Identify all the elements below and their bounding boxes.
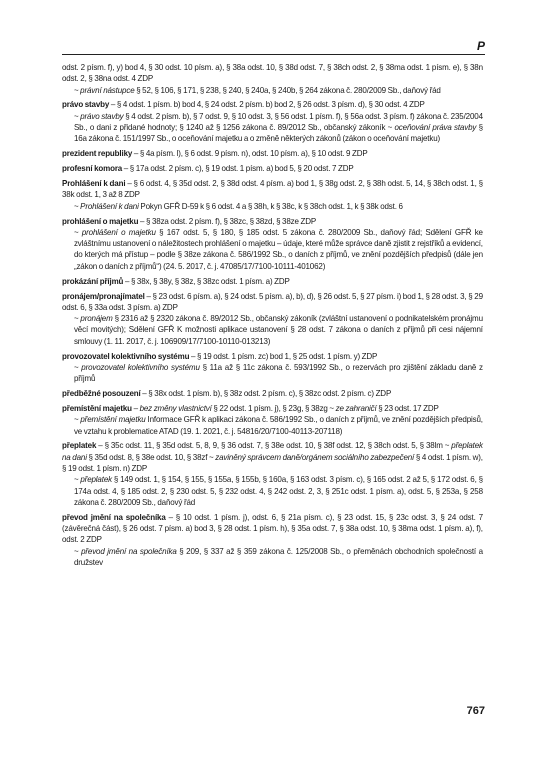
entry-main-line: [62, 440, 483, 474]
entry-subterm: bez změny vlastnictví: [139, 403, 212, 413]
entry-refs: – § 38x, § 38y, § 38z, § 38zc odst. 1 písm. a) ZDP: [123, 276, 290, 286]
tilde-marker: ~: [73, 201, 81, 211]
tilde-marker: ~: [73, 362, 82, 372]
entry-main-line: [62, 403, 483, 414]
tilde-marker: ~: [73, 111, 81, 121]
tilde-marker: ~: [73, 475, 81, 485]
entry-refs: § 35d odst. 8, § 38e odst. 10, § 38zf ~: [86, 452, 216, 462]
related-term: právní nástupce: [80, 85, 135, 95]
entry-main-line: [62, 276, 483, 287]
entry-main-line: [62, 148, 483, 159]
entry-term: přemístění majetku: [62, 403, 132, 413]
entry-related-line: [62, 85, 483, 96]
related-refs: § 149 odst. 1, § 154, § 155, § 155a, § 155b, § 160a, § 163 odst. 3 písm. c), § 165 odst. 2 až 5, § 172 odst. 6, § 174a odst. 4, § 185 odst. 2, § 230 odst. 5, § 232 odst. 4, § 242 odst. 2, 3, § 251c odst. 1 písm. a), odst. 5, § 253a, § 258 zákona č. 280/2009 Sb., daňový řád: [73, 475, 483, 507]
entry-related-line: [62, 227, 483, 272]
entry-main-line: [62, 388, 483, 399]
entry-term: prezident republiky: [62, 149, 133, 159]
related-refs: Informace GFŘ k aplikaci zákona č. 586/1992 Sb., o daních z příjmů, ve znění pozdějších předpisů, ve vztahu k problematice ATAD (19. 1. 2021, č. j. 54816/20/7100-40113-207118): [73, 415, 483, 436]
index-entry: [62, 351, 483, 385]
entry-related-line: [62, 546, 483, 569]
entry-refs: – § 23 odst. 6 písm. a), § 24 odst. 5 písm. a), b), d), § 26 odst. 5, § 27 písm. i) bod 1, § 28 odst. 3, § 29 odst. 6, § 33a odst. 3 písm. a) ZDP: [62, 291, 483, 312]
index-entry: [62, 178, 483, 212]
index-entry: [62, 440, 483, 508]
entry-main-line: [62, 163, 483, 174]
entry-refs: § 22 odst. 1 písm. j), § 23g, § 38zg ~: [211, 403, 336, 413]
entry-main-line: [62, 178, 483, 201]
entry-refs: – § 4 odst. 1 písm. b) bod 4, § 24 odst. 2 písm. b) bod 2, § 26 odst. 3 písm. d), § 30 odst. 4 ZDP: [109, 100, 425, 110]
index-entry: [62, 163, 483, 174]
entry-main-line: [62, 62, 483, 85]
entry-term: prokázání příjmů: [62, 276, 124, 286]
entry-term: prohlášení o majetku: [62, 216, 139, 226]
index-entries: [62, 62, 483, 572]
related-refs: § 209, § 337 až § 359 zákona č. 125/2008 Sb., o přeměnách obchodních společností a družstev: [73, 546, 483, 567]
entry-refs: – § 38x odst. 1 písm. b), § 38z odst. 2 písm. c), § 38zc odst. 2 písm. c) ZDP: [140, 389, 392, 399]
entry-refs: § 23 odst. 17 ZDP: [376, 403, 439, 413]
entry-related-line: [62, 201, 483, 212]
index-entry: [62, 216, 483, 272]
entry-term: profesní komora: [62, 164, 123, 174]
related-refs: § 2316 až § 2320 zákona č. 89/2012 Sb., občanský zákoník (zvláštní ustanovení o podnikatelském pronájmu věcí movitých); Sdělení GFŘ K možnosti aplikace ustanovení § 28 odst. 7 zákona o daních z příjmů při cesi nájemní smlouvy (1. 11. 2017, č. j. 106909/17/7100-10110-013213): [73, 314, 483, 346]
tilde-marker: ~: [73, 546, 82, 556]
related-term: provozovatel kolektivního systému: [81, 362, 200, 372]
entry-related-line: [62, 414, 483, 437]
related-term: oceňování práva stavby: [394, 123, 477, 133]
tilde-marker: ~: [73, 415, 81, 425]
index-entry: [62, 99, 483, 144]
entry-refs: –: [131, 403, 140, 413]
entry-related-line: [62, 362, 483, 385]
entry-main-line: [62, 216, 483, 227]
entry-refs: – § 35c odst. 11, § 35d odst. 5, 8, 9, § 36 odst. 7, § 38e odst. 10, § 38f odst. 12, § 38ch odst. 5, § 38lm ~: [96, 441, 452, 451]
related-refs: § 16a zákona č. 151/1997 Sb., o oceňování majetku a o změně některých zákonů (zákon o oceňování majetku): [73, 123, 483, 144]
entry-refs: – § 4a písm. l), § 6 odst. 9 písm. n), odst. 10 písm. a), § 10 odst. 9 ZDP: [132, 149, 368, 159]
entry-refs: – § 6 odst. 4, § 35d odst. 2, § 38d odst. 4 písm. a) bod 1, § 38g odst. 2, § 38h odst. 5, 14, § 38ch odst. 1, § 38k odst. 1, 3 až 8 ZDP: [62, 179, 483, 200]
running-header-letter: P: [476, 39, 485, 53]
related-term: pronájem: [80, 314, 113, 324]
index-entry: [62, 62, 483, 96]
index-entry: [62, 148, 483, 159]
related-refs: § 167 odst. 5, § 180, § 185 odst. 5 zákona č. 280/2009 Sb., daňový řád; Sdělení GFŘ ke zvláštnímu ustanovení o náležitostech prohlášení o majetku – údaje, které může správce daně zjistit z rejstříků a evidencí, do kterých má přístup – podle § 38ze zákona č. 586/1992 Sb., o daních z příjmů, ve znění pozdějších předpisů (dále jen „zákon o daních z příjmů“) (24. 5. 2017, č. j. 47085/17/7100-10111-401062): [73, 227, 483, 271]
entry-refs: § 4 odst. 1 písm. w), § 19 odst. 1 písm. n) ZDP: [62, 452, 483, 474]
tilde-marker: ~: [73, 227, 82, 237]
index-entry: [62, 388, 483, 399]
entry-main-line: [62, 512, 483, 546]
related-refs: § 11a až § 11c zákona č. 593/1992 Sb., o rezervách pro zjištění základu daně z příjmů: [73, 362, 483, 384]
index-entry: [62, 276, 483, 287]
related-refs: § 4 odst. 2 písm. b), § 7 odst. 9, § 10 odst. 3, § 56 odst. 1 písm. f), § 56a odst. 3 písm. f) zákona č. 235/2004 Sb., o dani z přidané hodnoty; § 1240 až § 1256 zákona č. 89/2012 Sb., občanský zákoník ~: [73, 111, 483, 133]
entry-refs: – § 17a odst. 2 písm. c), § 19 odst. 1 písm. a) bod 5, § 20 odst. 7 ZDP: [122, 164, 354, 174]
related-term: převod jmění na společníka: [81, 546, 177, 556]
related-refs: Pokyn GFŘ D-59 k § 6 odst. 4 a § 38h, k § 38c, k § 38ch odst. 1, k § 38k odst. 6: [138, 201, 403, 211]
related-term: prohlášení o majetku: [81, 227, 156, 237]
tilde-marker: ~: [73, 85, 81, 95]
entry-refs: – § 19 odst. 1 písm. zc) bod 1, § 25 odst. 1 písm. y) ZDP: [189, 351, 378, 361]
related-term: přeplatek: [80, 475, 112, 485]
entry-main-line: [62, 351, 483, 362]
entry-main-line: [62, 99, 483, 110]
related-term: Prohlášení k dani: [80, 201, 139, 211]
entry-refs: – § 10 odst. 1 písm. j), odst. 6, § 21a písm. c), § 23 odst. 15, § 23c odst. 3, § 24 odst. 7 (závěrečná část), § 26 odst. 7 písm. a) bod 3, § 28 odst. 1 písm. h), § 35a odst. 7, § 38a odst. 10, § 38ma odst. 1 písm. a), f), odst. 2 ZDP: [62, 512, 483, 545]
entry-main-line: [62, 291, 483, 314]
header-rule: [62, 54, 485, 55]
index-entry: [62, 291, 483, 347]
entry-related-line: [62, 313, 483, 347]
entry-term: převod jmění na společníka: [62, 512, 166, 522]
entry-term: předběžné posouzení: [62, 389, 141, 399]
entry-subterm: zaviněný správcem daně/orgánem sociálního zabezpečení: [215, 452, 415, 462]
entry-term: Prohlášení k dani: [62, 179, 126, 189]
tilde-marker: ~: [73, 314, 81, 324]
entry-related-line: [62, 474, 483, 508]
entry-related-line: [62, 111, 483, 145]
entry-subterm: ze zahraničí: [335, 403, 377, 413]
entry-term: provozovatel kolektivního systému: [62, 351, 190, 361]
entry-refs: – § 38za odst. 2 písm. f), § 38zc, § 38zd, § 38ze ZDP: [138, 216, 317, 226]
index-entry: [62, 512, 483, 568]
related-term: přemístění majetku: [80, 415, 146, 425]
related-refs: § 52, § 106, § 171, § 238, § 240, § 240a, § 240b, § 264 zákona č. 280/2009 Sb., daňový řád: [134, 85, 441, 95]
entry-term: právo stavby: [62, 100, 110, 110]
page-number: 767: [466, 705, 485, 717]
entry-refs: odst. 2 písm. f), y) bod 4, § 30 odst. 10 písm. a), § 38a odst. 10, § 38d odst. 7, § 38ch odst. 2, § 38ma odst. 1 písm. e), § 38n odst. 2, § 38na odst. 4 ZDP: [62, 63, 483, 84]
entry-subterm: přeplatek na dani: [62, 441, 483, 462]
related-term: právo stavby: [80, 111, 124, 121]
entry-term: přeplatek: [62, 441, 97, 451]
index-entry: [62, 403, 483, 437]
entry-term: pronájem/pronajímatel: [62, 291, 145, 301]
